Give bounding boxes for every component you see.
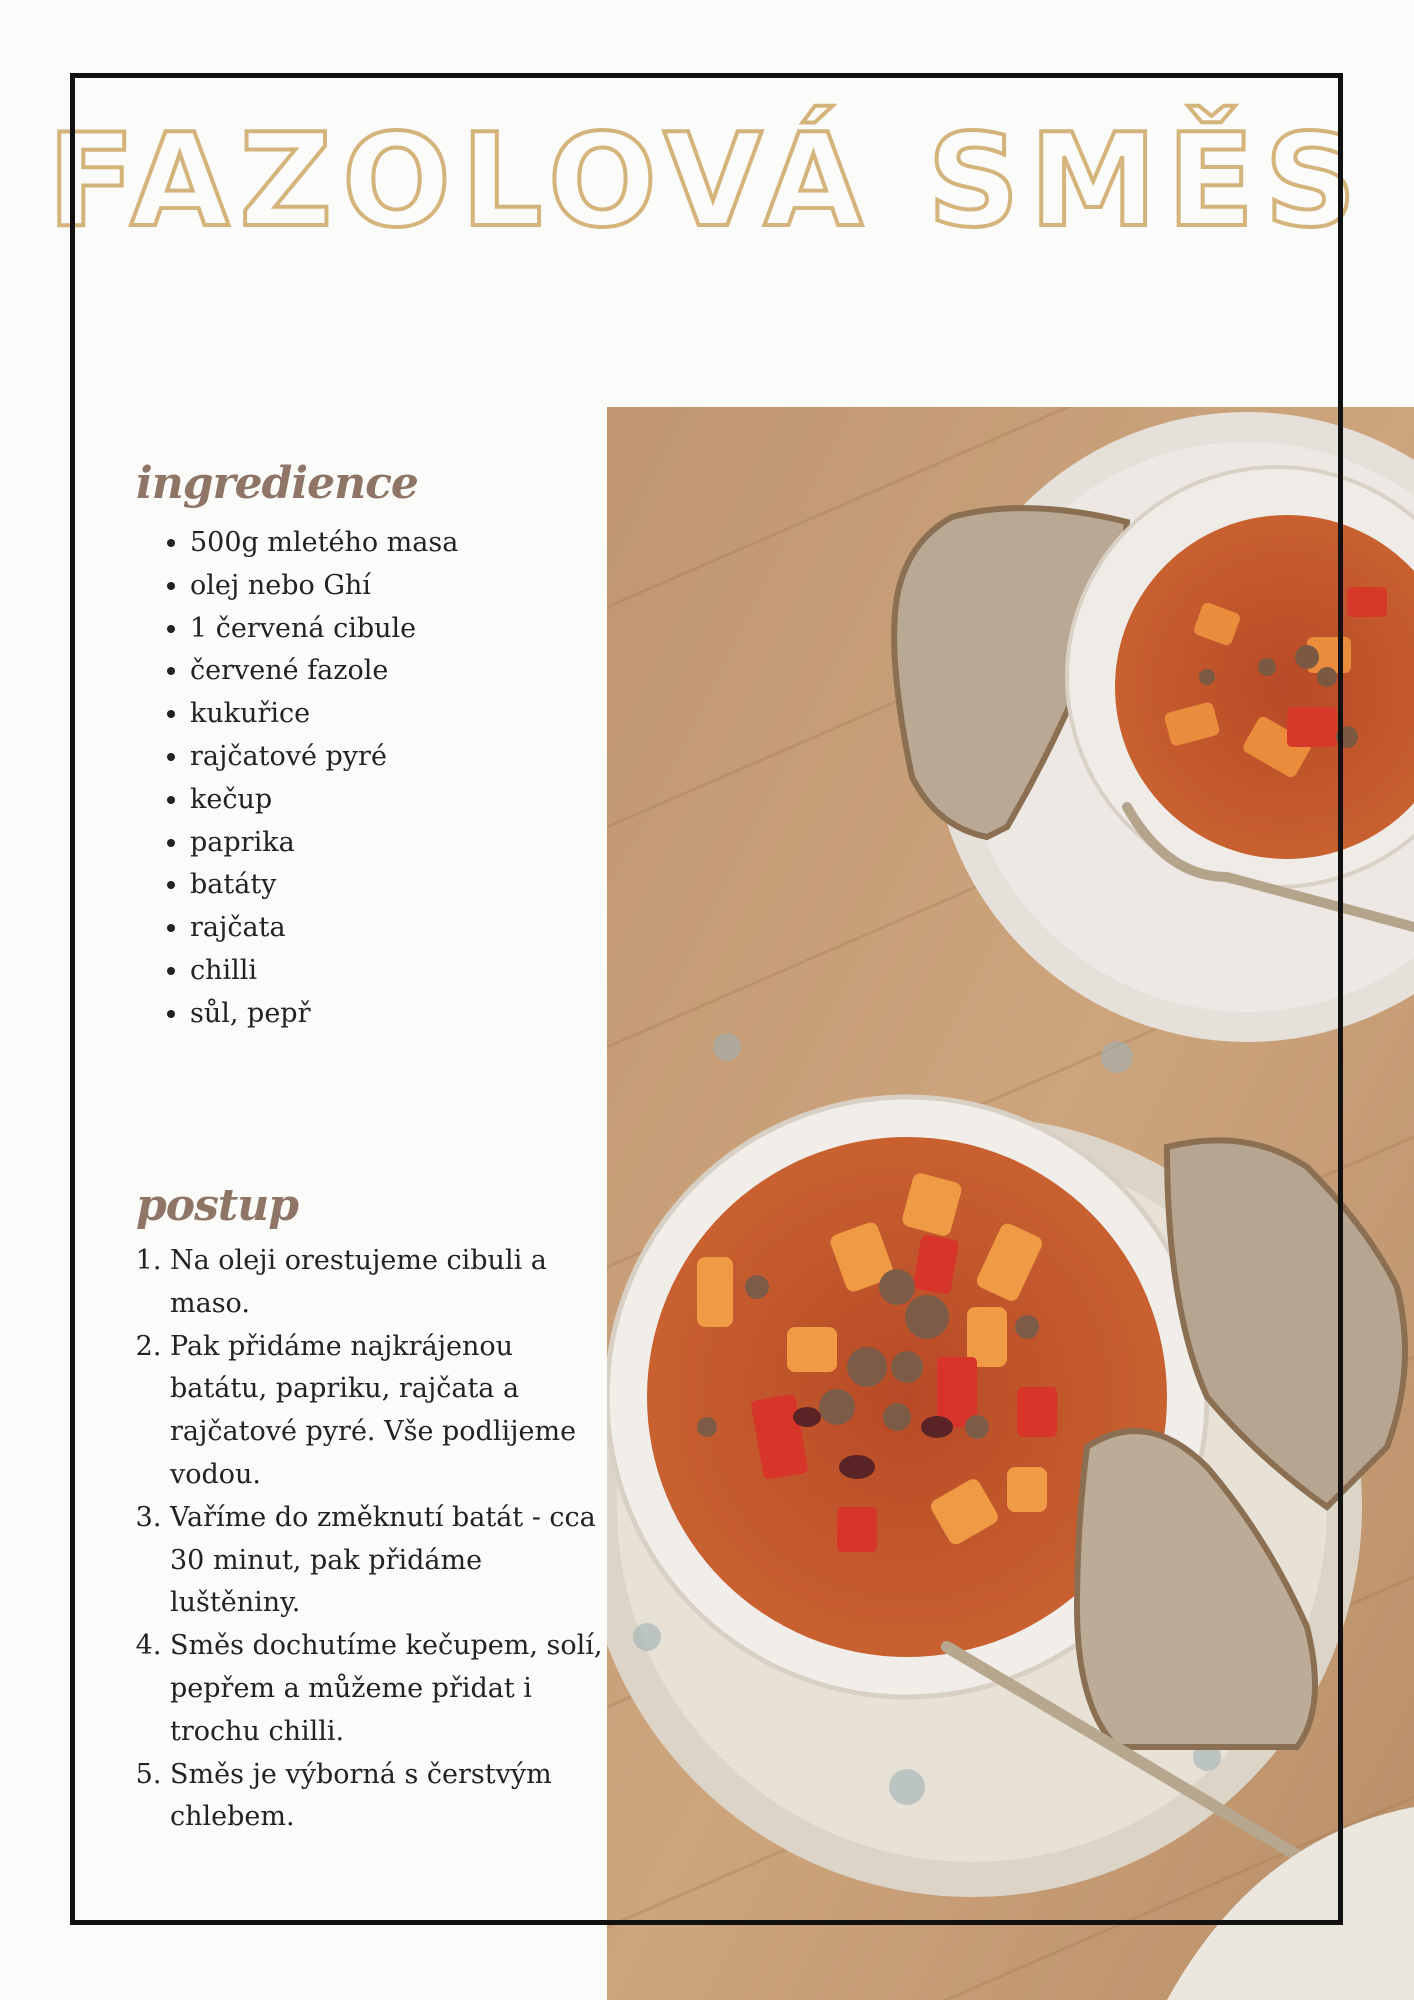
ingredients-heading: ingredience — [136, 458, 418, 509]
ingredient-item: • 1 červená cibule — [190, 608, 458, 651]
step-item: 3. Vaříme do změknutí batát - cca 30 minut, pak přidáme luštěniny. — [170, 1497, 610, 1625]
steps-heading: postup — [136, 1180, 298, 1231]
ingredients-list — [150, 522, 458, 1036]
steps-list — [140, 1240, 610, 1839]
ingredient-item: • kukuřice — [190, 693, 458, 736]
ingredient-item: • olej nebo Ghí — [190, 565, 458, 608]
ingredient-item: • sůl, pepř — [190, 993, 458, 1036]
ingredient-item: • kečup — [190, 779, 458, 822]
ingredient-item: • paprika — [190, 822, 458, 865]
ingredient-item: • rajčatové pyré — [190, 736, 458, 779]
step-item: 4. Směs dochutíme kečupem, solí, pepřem a můžeme přidat i trochu chilli. — [170, 1625, 610, 1753]
ingredient-item: • batáty — [190, 864, 458, 907]
recipe-title: FAZOLOVÁ SMĚS — [47, 107, 1367, 256]
soup-photo — [607, 407, 1414, 2000]
ingredient-item: • červené fazole — [190, 650, 458, 693]
step-item: 1. Na oleji orestujeme cibuli a maso. — [170, 1240, 610, 1326]
step-item: 2. Pak přidáme najkrájenou batátu, papriku, rajčata a rajčatové pyré. Vše podlijeme vodou. — [170, 1326, 610, 1497]
ingredient-item: • 500g mletého masa — [190, 522, 458, 565]
ingredient-item: • rajčata — [190, 907, 458, 950]
ingredient-item: • chilli — [190, 950, 458, 993]
step-item: 5. Směs je výborná s čerstvým chlebem. — [170, 1754, 610, 1840]
